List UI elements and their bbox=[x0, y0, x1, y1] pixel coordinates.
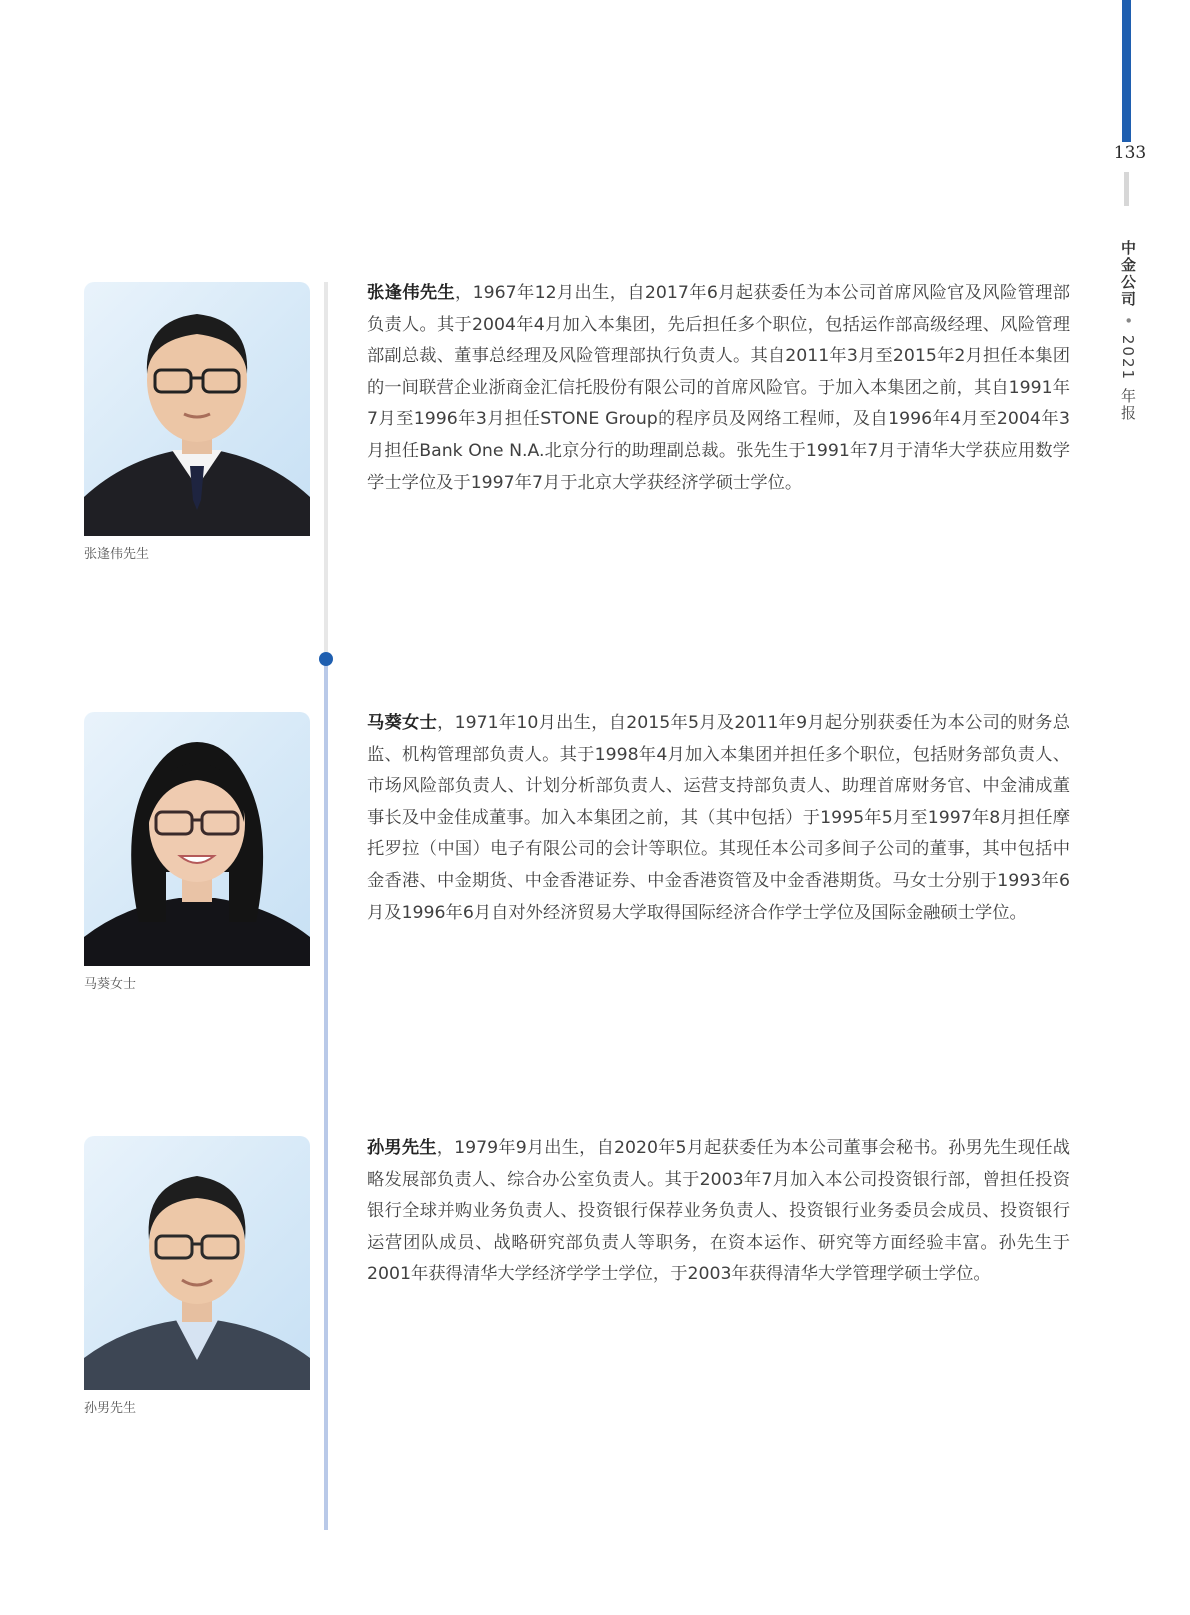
page-number: 133 bbox=[1113, 143, 1147, 163]
portrait-caption: 张逢伟先生 bbox=[84, 547, 150, 562]
person-name: 孙男先生 bbox=[367, 1138, 437, 1158]
person-name: 张逢伟先生 bbox=[367, 283, 456, 303]
report-side-label bbox=[1118, 240, 1139, 422]
biography-text bbox=[367, 278, 1070, 499]
timeline-line-bottom bbox=[324, 660, 328, 1530]
biography-text bbox=[367, 1133, 1070, 1291]
person-name: 马葵女士 bbox=[367, 713, 438, 733]
header-accent-bar bbox=[1122, 0, 1131, 142]
portrait-photo bbox=[84, 282, 310, 536]
biography-body: ，1971年10月出生，自2015年5月及2011年9月起分别获委任为本公司的财务总监、机构管理部负责人。其于1998年4月加入本集团并担任多个职位，包括财务部负责人、市场风险部负责人、计划分析部负责人、运营支持部负责人、助理首席财务官、中金浦成董事长及中金佳成董事。加入本集团之前，其（其中包括）于1995年5月至1997年8月担任摩托罗拉（中国）电子有限公司的会计等职位。其现任本公司多间子公司的董事，其中包括中金香港、中金期货、中金香港证券、中金香港资管及中金香港期货。马女士分别于1993年6月及1996年6月自对外经济贸易大学取得国际经济合作学士学位及国际金融硕士学位。 bbox=[367, 713, 1070, 923]
portrait-caption: 孙男先生 bbox=[84, 1401, 137, 1416]
biography-text bbox=[367, 708, 1070, 929]
company-name: 中金公司 bbox=[1119, 240, 1137, 308]
header-divider bbox=[1124, 172, 1129, 206]
portrait-photo bbox=[84, 1136, 310, 1390]
timeline-dot bbox=[319, 652, 333, 666]
biography-body: ，1979年9月出生，自2020年5月起获委任为本公司董事会秘书。孙男先生现任战略发展部负责人、综合办公室负责人。其于2003年7月加入本公司投资银行部，曾担任投资银行全球并购业务负责人、投资银行保荐业务负责人、投资银行业务委员会成员、投资银行运营团队成员、战略研究部负责人等职务，在资本运作、研究等方面经验丰富。孙先生于2001年获得清华大学经济学学士学位，于2003年获得清华大学管理学硕士学位。 bbox=[367, 1138, 1070, 1285]
separator-dot: • bbox=[1119, 316, 1137, 327]
biography-body: ，1967年12月出生，自2017年6月起获委任为本公司首席风险官及风险管理部负责人。其于2004年4月加入本集团，先后担任多个职位，包括运作部高级经理、风险管理部副总裁、董事总经理及风险管理部执行负责人。其自2011年3月至2015年2月担任本集团的一间联营企业浙商金汇信托股份有限公司的首席风险官。于加入本集团之前，其自1991年7月至1996年3月担任STONE Group的程序员及网络工程师，及自1996年4月至2004年3月担任Bank One N.A.北京分行的助理副总裁。张先生于1991年7月于清华大学获应用数学学士学位及于1997年7月于北京大学获经济学硕士学位。 bbox=[367, 283, 1070, 493]
timeline-line-top bbox=[324, 282, 328, 652]
portrait-caption: 马葵女士 bbox=[84, 977, 137, 992]
report-year-label: 2021 年报 bbox=[1119, 334, 1137, 422]
portrait-photo bbox=[84, 712, 310, 966]
